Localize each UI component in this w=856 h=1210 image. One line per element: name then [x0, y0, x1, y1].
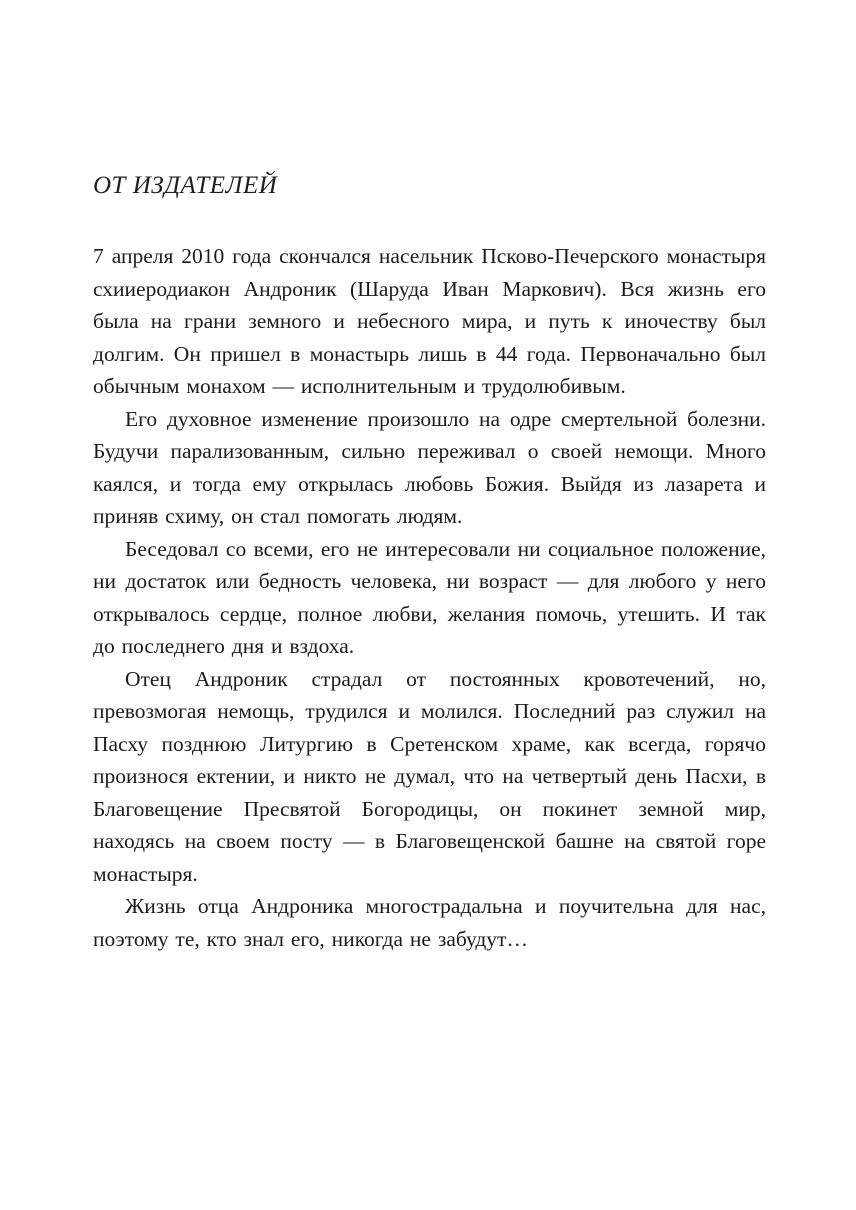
paragraph: 7 апреля 2010 года скончался насельник Псково-Печерского монастыря схииеродиакон Андроник (Шаруда Иван Маркович). Вся жизнь его была на грани земного и небесного мира, и путь к иночеству был долгим. Он пришел в монастырь лишь в 44 года. Первоначально был обычным монахом — исполнительным и трудолюбивым.: [93, 244, 766, 398]
paragraph: Его духовное изменение произошло на одре смертельной болезни. Будучи парализованным, сильно переживал о своей немощи. Много каялся, и тогда ему открылась любовь Божия. Выйдя из лазарета и приняв схиму, он стал помогать людям.: [93, 406, 766, 528]
paragraph: Жизнь отца Андроника многострадальна и поучительна для нас, поэтому те, кто знал его, никогда не забудут…: [93, 894, 766, 951]
paragraph: Беседовал со всеми, его не интересовали ни социальное положение, ни достаток или бедность человека, ни возраст — для любого у него открывалось сердце, полное любви, желания помочь, утешить. И так до последнего дня и вздоха.: [93, 536, 766, 658]
section-heading: ОТ ИЗДАТЕЛЕЙ: [93, 172, 278, 199]
document-body: [93, 240, 766, 955]
paragraph: Отец Андроник страдал от постоянных кровотечений, но, превозмогая немощь, трудился и молился. Последний раз служил на Пасху позднюю Литургию в Сретенском храме, как всегда, горячо произнося ектении, и никто не думал, что на четвертый день Пасхи, в Благовещение Пресвятой Богородицы, он покинет земной мир, находясь на своем посту — в Благовещенской башне на святой горе монастыря.: [93, 666, 766, 886]
text-block: [93, 172, 766, 955]
